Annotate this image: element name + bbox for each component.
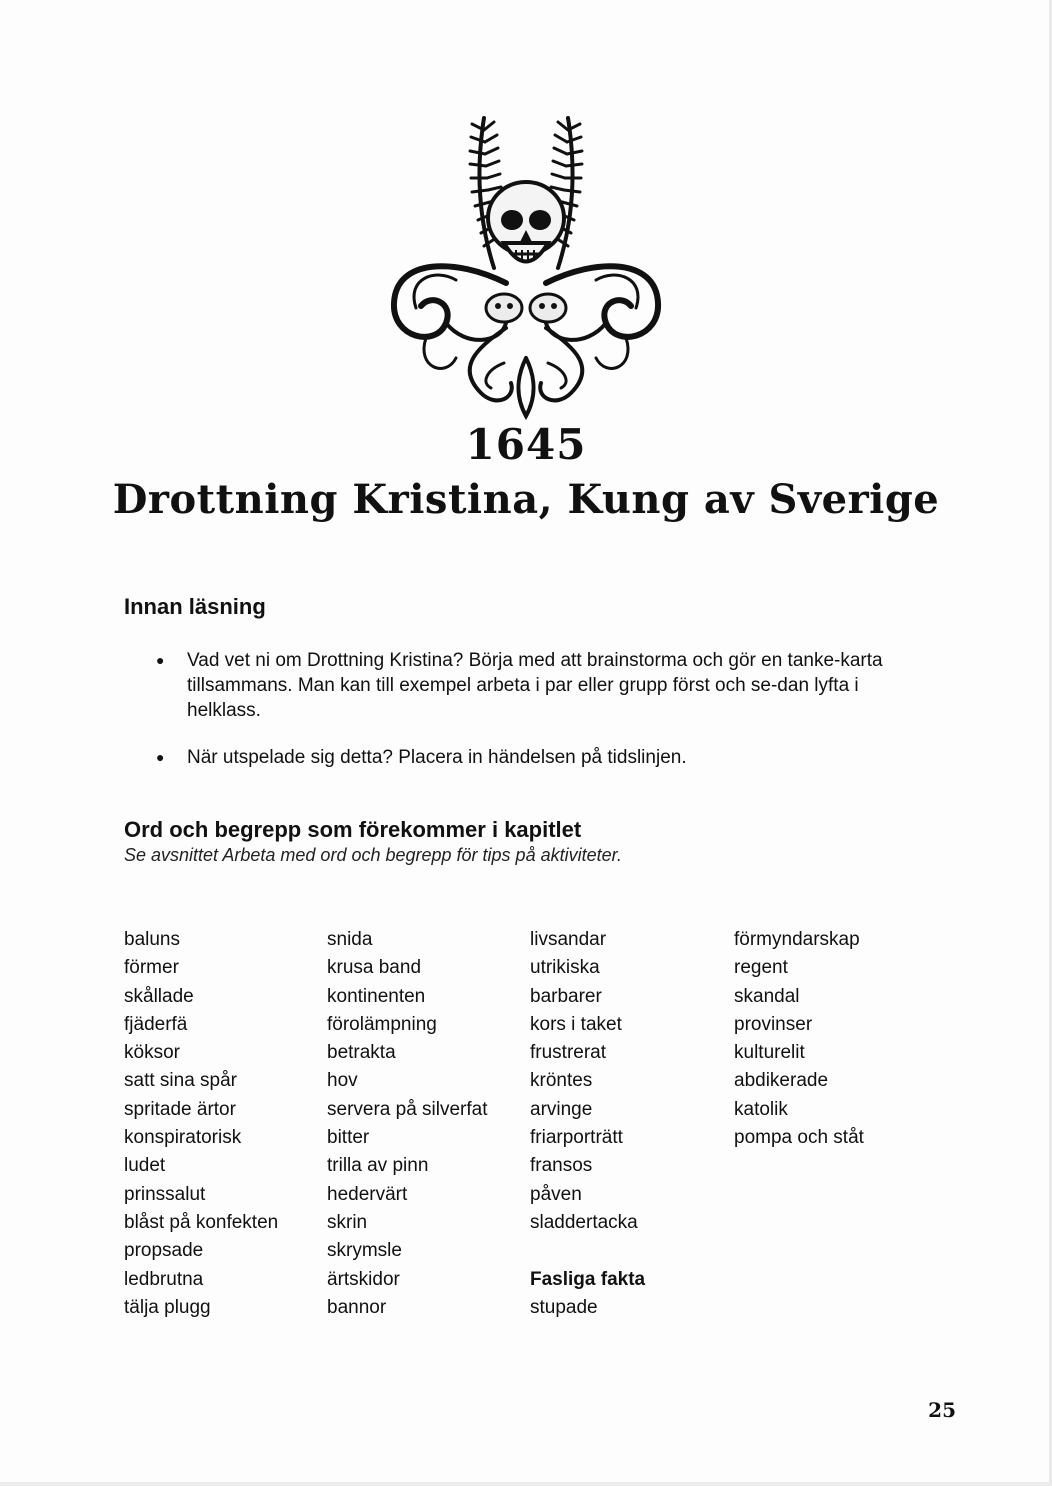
list-item [124,648,924,723]
list-item: livsandar [530,929,607,950]
list-item: tälja plugg [124,1296,211,1318]
list-item: påven [530,1183,582,1205]
list-item: kontinenten [327,985,426,1007]
list-item: utrikiska [530,957,600,979]
list-item: sladdertacka [530,1211,638,1233]
bullet-text: Vad vet ni om Drottning Kristina? Börja med att brainstorma och gör en tanke-karta tillsammans. Man kan till exempel arbeta i par eller grupp först och se-dan lyfta i helklass. [187,650,883,721]
list-item: köksor [124,1042,180,1064]
word-column-4 [734,926,864,1152]
list-item: krusa band [327,957,422,979]
list-item: ledbrutna [124,1268,204,1290]
list-item: betrakta [327,1042,396,1064]
list-item: förmyndarskap [734,929,860,950]
list-item: skållade [124,985,194,1007]
list-item: skandal [734,985,800,1007]
list-item: arvinge [530,1098,593,1120]
list-item: barbarer [530,985,602,1007]
list-item: baluns [124,929,180,950]
list-item: regent [734,957,788,979]
list-item: trilla av pinn [327,1155,429,1177]
list-item: friarporträtt [530,1127,623,1149]
list-item: blåst på konfekten [124,1211,279,1233]
list-item: kröntes [530,1070,593,1092]
list-item: kors i taket [530,1013,622,1035]
page-edge-bottom [0,1482,1052,1486]
word-column-3 [530,926,645,1322]
bullet-icon: ● [156,652,165,668]
skull-wreath-ornament-icon [386,108,666,420]
page-number: 25 [928,1398,956,1422]
list-item: frustrerat [530,1042,607,1064]
list-item: prinssalut [124,1183,206,1205]
list-item: hov [327,1070,358,1092]
before-reading-heading: Innan läsning [124,594,266,619]
word-column-1 [124,926,278,1322]
list-item: bitter [327,1127,370,1149]
chapter-year: 1645 [465,420,587,469]
chapter-title: Drottning Kristina, Kung av Sverige [112,476,940,523]
list-item: kulturelit [734,1042,805,1064]
before-reading-list-2 [124,745,924,770]
list-item: förmer [124,957,179,979]
list-item: servera på silverfat [327,1098,488,1120]
list-item: snida [327,929,373,950]
list-item [124,745,924,770]
list-item: konspiratorisk [124,1127,242,1149]
word-column-2 [327,926,488,1322]
list-item: spritade ärtor [124,1098,236,1120]
list-item: hedervärt [327,1183,408,1205]
bullet-icon: ● [156,749,165,765]
fasliga-fakta-label: Fasliga fakta [530,1268,646,1290]
words-subtitle: Se avsnittet Arbeta med ord och begrepp för tips på aktiviteter. [124,845,622,865]
bullet-text: När utspelade sig detta? Placera in händelsen på tidslinjen. [187,747,687,768]
list-item: abdikerade [734,1070,829,1092]
list-item: pompa och ståt [734,1127,864,1149]
list-item: stupade [530,1296,598,1318]
spacer [530,1237,645,1265]
list-item: ärtskidor [327,1268,400,1290]
list-item: förolämpning [327,1013,437,1035]
list-item: fjäderfä [124,1013,188,1035]
list-item: ludet [124,1155,166,1177]
before-reading-list [124,648,924,723]
list-item: propsade [124,1240,204,1262]
words-heading: Ord och begrepp som förekommer i kapitlet [124,817,582,842]
list-item: satt sina spår [124,1070,237,1092]
list-item: fransos [530,1155,593,1177]
list-item: skrin [327,1211,368,1233]
list-item: katolik [734,1098,788,1120]
list-item: provinser [734,1013,813,1035]
list-item: bannor [327,1296,387,1318]
list-item: skrymsle [327,1240,402,1262]
